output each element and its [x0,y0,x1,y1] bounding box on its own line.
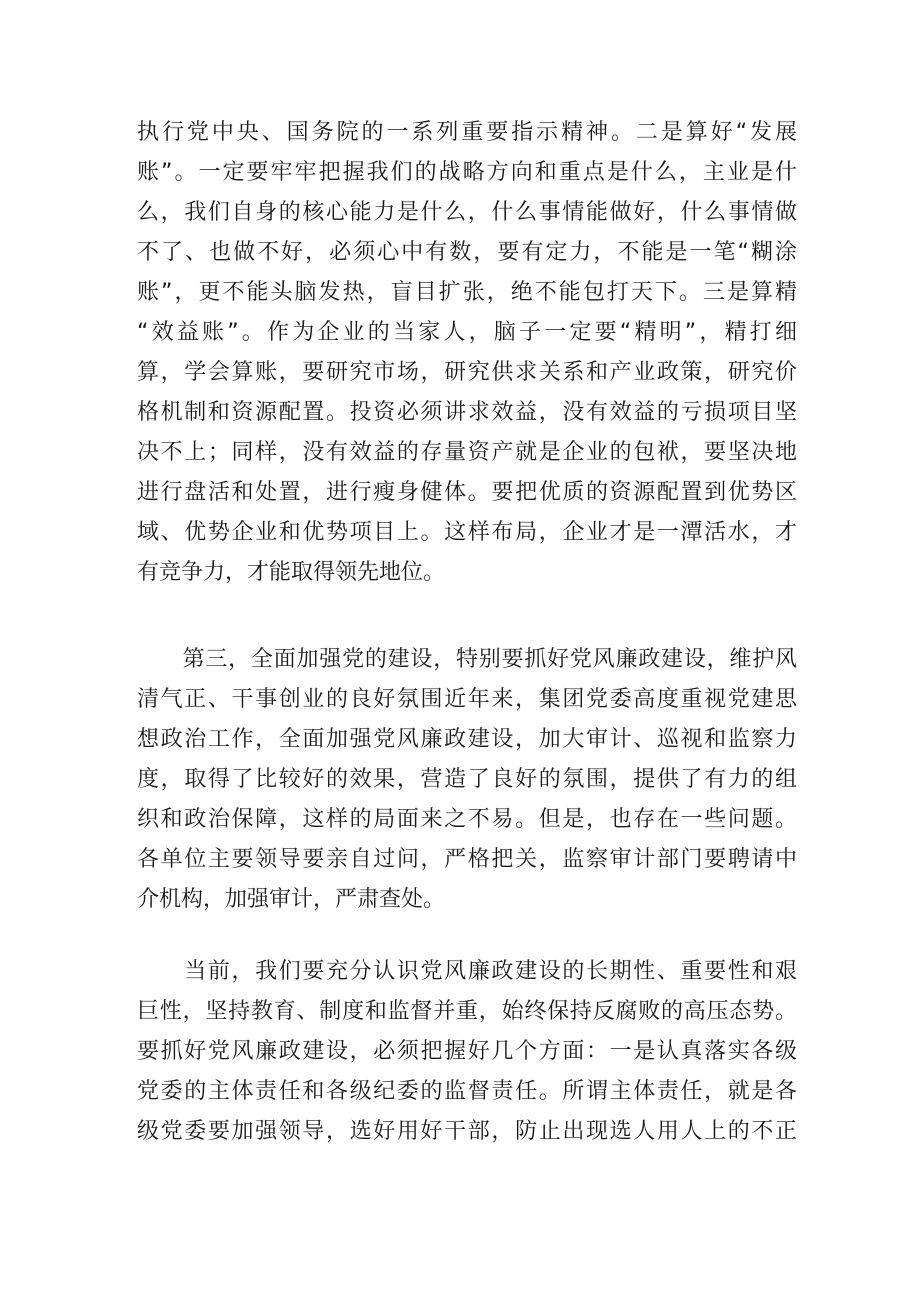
paragraph-2 [137,640,797,920]
text-line: 织和政治保障，这样的局面来之不易。但是，也存在一些问题。 [137,807,797,832]
text-line: 巨性，坚持教育、制度和监督并重，始终保持反腐败的高压态势。 [137,999,797,1024]
text-line: 度，取得了比较好的效果，营造了良好的氛围，提供了有力的组 [137,767,797,792]
text-line: 清气正、干事创业的良好氛围近年来，集团党委高度重视党建思 [137,687,797,712]
text-line: 有竞争力，才能取得领先地位。 [137,560,446,585]
text-line: 么，我们自身的核心能力是什么，什么事情能做好，什么事情做 [137,200,797,225]
paragraph-1 [137,113,797,593]
text-line: 账”。一定要牢牢把握我们的战略方向和重点是什么，主业是什 [137,160,797,185]
text-line: 各单位主要领导要亲自过问，严格把关，监察审计部门要聘请中 [137,847,797,872]
text-line: “效益账”。作为企业的当家人，脑子一定要“精明”，精打细 [137,320,797,345]
text-line: 党委的主体责任和各级纪委的监督责任。所谓主体责任，就是各 [137,1079,797,1104]
text-line: 级党委要加强领导，选好用好干部，防止出现选人用人上的不正 [137,1119,797,1144]
text-line: 要抓好党风廉政建设，必须把握好几个方面：一是认真落实各级 [137,1039,797,1064]
paragraph-3 [137,952,797,1152]
text-line: 执行党中央、国务院的一系列重要指示精神。二是算好“发展 [137,120,797,145]
text-line: 想政治工作，全面加强党风廉政建设，加大审计、巡视和监察力 [137,727,797,752]
text-line: 不了、也做不好，必须心中有数，要有定力，不能是一笔“糊涂 [137,240,797,265]
text-line: 格机制和资源配置。投资必须讲求效益，没有效益的亏损项目坚 [137,400,797,425]
text-line: 账”，更不能头脑发热，盲目扩张，绝不能包打天下。三是算精 [137,280,797,305]
text-line: 算，学会算账，要研究市场，研究供求关系和产业政策，研究价 [137,360,797,385]
text-line: 决不上；同样，没有效益的存量资产就是企业的包袱，要坚决地 [137,440,797,465]
text-line: 当前，我们要充分认识党风廉政建设的长期性、重要性和艰 [137,959,797,984]
text-line: 第三，全面加强党的建设，特别要抓好党风廉政建设，维护风 [137,647,797,672]
text-line: 进行盘活和处置，进行瘦身健体。要把优质的资源配置到优势区 [137,480,797,505]
text-line: 介机构，加强审计，严肃查处。 [137,887,446,912]
text-line: 域、优势企业和优势项目上。这样布局，企业才是一潭活水，才 [137,520,797,545]
